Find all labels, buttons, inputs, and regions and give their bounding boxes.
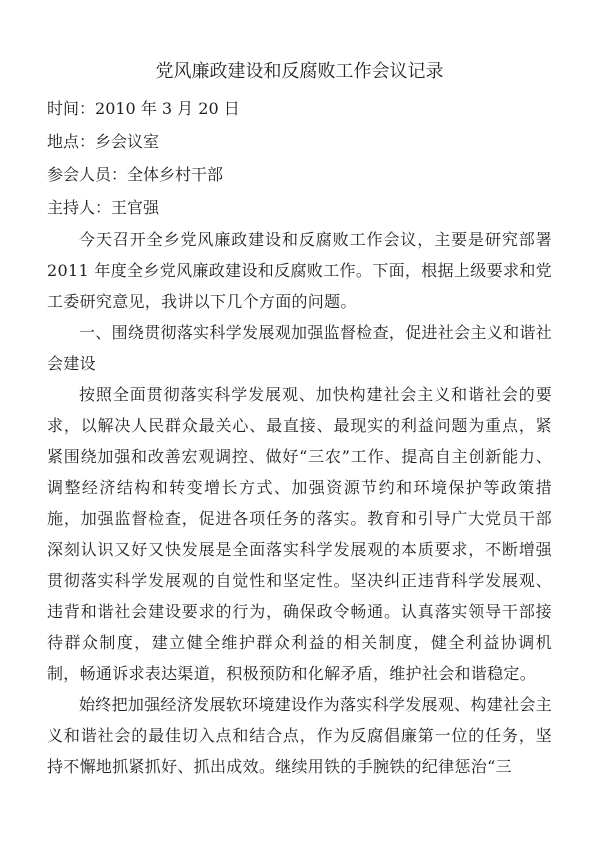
meta-value-host: 王官强 <box>111 198 160 217</box>
meta-label-time: 时间： <box>47 99 96 118</box>
meta-section <box>47 92 552 224</box>
meta-value-location: 乡会议室 <box>95 132 160 151</box>
section-heading-1: 一、围绕贯彻落实科学发展观加强监督检查，促进社会主义和谐社会建设 <box>47 323 552 373</box>
document-body <box>47 224 552 782</box>
meta-value-attendees: 全体乡村干部 <box>127 165 224 184</box>
meta-label-host: 主持人： <box>47 198 112 217</box>
meta-value-time: 2010 年 3 月 20 日 <box>95 99 240 118</box>
meta-line-location <box>47 125 552 158</box>
meta-label-location: 地点： <box>47 132 96 151</box>
meta-label-attendees: 参会人员： <box>47 165 128 184</box>
document-title: 党风廉政建设和反腐败工作会议记录 <box>155 61 444 82</box>
body-paragraph-3-truncated: 始终把加强经济发展软环境建设作为落实科学发展观、构建社会主义和谐社会的最佳切入点和结合点，作为反腐倡廉第一位的任务，坚持不懈地抓紧抓好、抓出成效。继续用铁的手腕铁的纪律惩治“三 <box>47 695 552 776</box>
meta-line-host <box>47 191 552 224</box>
meta-line-time <box>47 92 552 125</box>
body-paragraph-2: 按照全面贯彻落实科学发展观、加快构建社会主义和谐社会的要求，以解决人民群众最关心、最直接、最现实的利益问题为重点，紧紧围绕加强和改善宏观调控、做好“三农”工作、提高自主创新能力、调整经济结构和转变增长方式、加强资源节约和环境保护等政策措施，加强监督检查，促进各项任务的落实。教育和引导广大党员干部深刻认识又好又快发展是全面落实科学发展观的本质要求，不断增强贯彻落实科学发展观的自觉性和坚定性。坚决纠正违背科学发展观、违背和谐社会建设要求的行为，确保政令畅通。认真落实领导干部接待群众制度，建立健全维护群众利益的相关制度，健全利益协调机制，畅通诉求表达渠道，积极预防和化解矛盾，维护社会和谐稳定。 <box>47 385 552 683</box>
body-paragraph-intro: 今天召开全乡党风廉政建设和反腐败工作会议，主要是研究部署 2011 年度全乡党风廉政建设和反腐败工作。下面，根据上级要求和党工委研究意见，我讲以下几个方面的问题。 <box>47 230 552 311</box>
meta-line-attendees <box>47 158 552 191</box>
